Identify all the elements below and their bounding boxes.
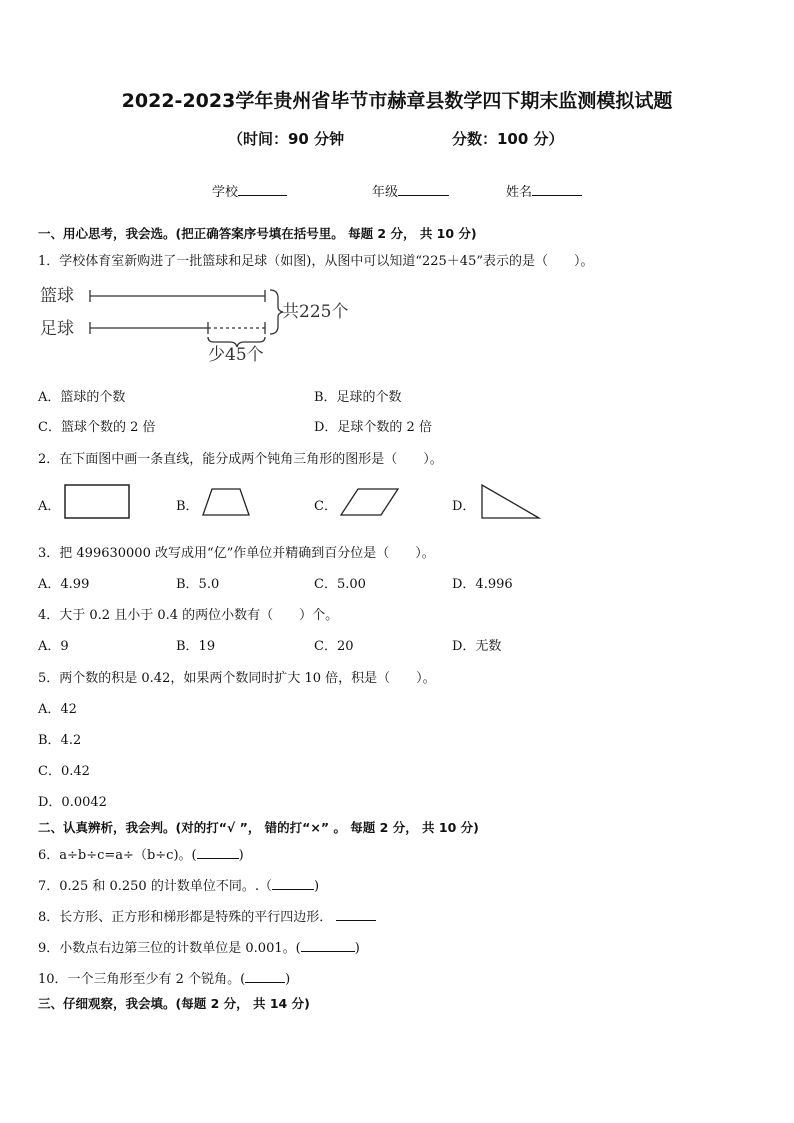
question-10-text: 10．一个三角形至少有 2 个锐角。(: [38, 972, 246, 987]
school-field[interactable]: [212, 181, 287, 200]
football-label: 足球: [40, 319, 74, 339]
q2-option-b[interactable]: [176, 495, 199, 514]
question-8: [38, 906, 376, 925]
grade-field[interactable]: [372, 181, 449, 200]
q3-option-d[interactable]: D．4.996: [452, 577, 513, 592]
rectangle-icon: [63, 483, 133, 521]
school-blank[interactable]: [238, 183, 287, 196]
name-label: 姓名: [506, 185, 533, 200]
exam-time: （时间：90 分钟: [228, 130, 345, 148]
q4-option-a[interactable]: A．9: [38, 639, 69, 654]
q2-option-a-label: A．: [38, 499, 61, 514]
question-10: [38, 968, 290, 987]
q1-option-a[interactable]: A．篮球的个数: [38, 390, 126, 405]
section-3-heading: 三、仔细观察，我会填。(每题 2 分， 共 14 分): [38, 996, 310, 1011]
q4-option-b[interactable]: B．19: [176, 639, 216, 654]
q5-option-a[interactable]: A．42: [38, 702, 77, 717]
q2-option-b-label: B．: [176, 499, 199, 514]
q6-answer-blank[interactable]: [197, 846, 239, 859]
q1-option-b[interactable]: B．足球的个数: [314, 390, 402, 405]
q2-option-c-label: C．: [314, 499, 337, 514]
question-9-close: ): [354, 941, 360, 956]
section-2-heading: 二、认真辨析，我会判。(对的打“√ ”， 错的打“×” 。 每题 2 分， 共 10 分): [38, 820, 479, 835]
question-7: [38, 875, 319, 894]
question-3: 3．把 499630000 改写成用“亿”作单位并精确到百分位是（ ）。: [38, 546, 435, 561]
question-1: 1．学校体育室新购进了一批篮球和足球（如图)，从图中可以知道“225＋45”表示的是（ ）。: [38, 254, 594, 269]
grade-blank[interactable]: [398, 183, 449, 196]
question-6: [38, 844, 244, 863]
q4-option-c[interactable]: C．20: [314, 639, 354, 654]
name-blank[interactable]: [532, 183, 582, 196]
grade-label: 年级: [372, 185, 399, 200]
question-6-close: ): [238, 848, 244, 863]
question-4: 4．大于 0.2 且小于 0.4 的两位小数有（ ）个。: [38, 608, 339, 623]
section-1-heading: 一、用心思考，我会选。(把正确答案序号填在括号里。 每题 2 分， 共 10 分): [38, 226, 477, 241]
question-6-text: 6．a÷b÷c=a÷（b÷c)。(: [38, 848, 197, 863]
q5-option-b[interactable]: B．4.2: [38, 733, 82, 748]
q3-option-b[interactable]: B．5.0: [176, 577, 220, 592]
total-label: 共225个: [282, 302, 349, 322]
question-10-close: ): [285, 972, 291, 987]
q5-option-c[interactable]: C．0.42: [38, 764, 90, 779]
question-7-text: 7．0.25 和 0.250 的计数单位不同。.（: [38, 879, 272, 894]
q3-option-a[interactable]: A．4.99: [38, 577, 90, 592]
q5-option-d[interactable]: D．0.0042: [38, 795, 107, 810]
question-9-text: 9．小数点右边第三位的计数单位是 0.001。(: [38, 941, 301, 956]
question-9: [38, 937, 360, 956]
q9-answer-blank[interactable]: [301, 939, 355, 952]
q4-option-d[interactable]: D．无数: [452, 639, 502, 654]
basketball-label: 篮球: [40, 286, 74, 306]
q2-option-d[interactable]: [452, 495, 475, 514]
q8-answer-blank[interactable]: [336, 908, 376, 921]
q2-option-c[interactable]: [314, 495, 337, 514]
school-label: 学校: [212, 185, 239, 200]
less-label: 少45个: [208, 345, 264, 365]
exam-score: 分数：100 分）: [452, 130, 564, 148]
q10-answer-blank[interactable]: [245, 970, 285, 983]
q2-option-d-label: D．: [452, 499, 476, 514]
parallelogram-icon: [338, 486, 402, 518]
right-triangle-icon: [478, 482, 544, 522]
question-7-close: ): [313, 879, 320, 894]
q1-option-c[interactable]: C．篮球个数的 2 倍: [38, 420, 156, 435]
q1-option-d[interactable]: D．足球个数的 2 倍: [314, 420, 432, 435]
q2-option-a[interactable]: [38, 495, 60, 514]
q1-diagram: [38, 280, 368, 370]
question-8-text: 8．长方形、正方形和梯形都是特殊的平行四边形．: [38, 910, 333, 925]
trapezoid-icon: [200, 486, 252, 518]
q3-option-c[interactable]: C．5.00: [314, 577, 366, 592]
question-2: 2．在下面图中画一条直线，能分成两个钝角三角形的图形是（ ）。: [38, 452, 443, 467]
page-title: 2022-2023学年贵州省毕节市赫章县数学四下期末监测模拟试题: [121, 90, 673, 112]
q7-answer-blank[interactable]: [272, 877, 314, 890]
name-field[interactable]: [506, 181, 582, 200]
question-5: 5．两个数的积是 0.42，如果两个数同时扩大 10 倍，积是（ ）。: [38, 671, 436, 686]
